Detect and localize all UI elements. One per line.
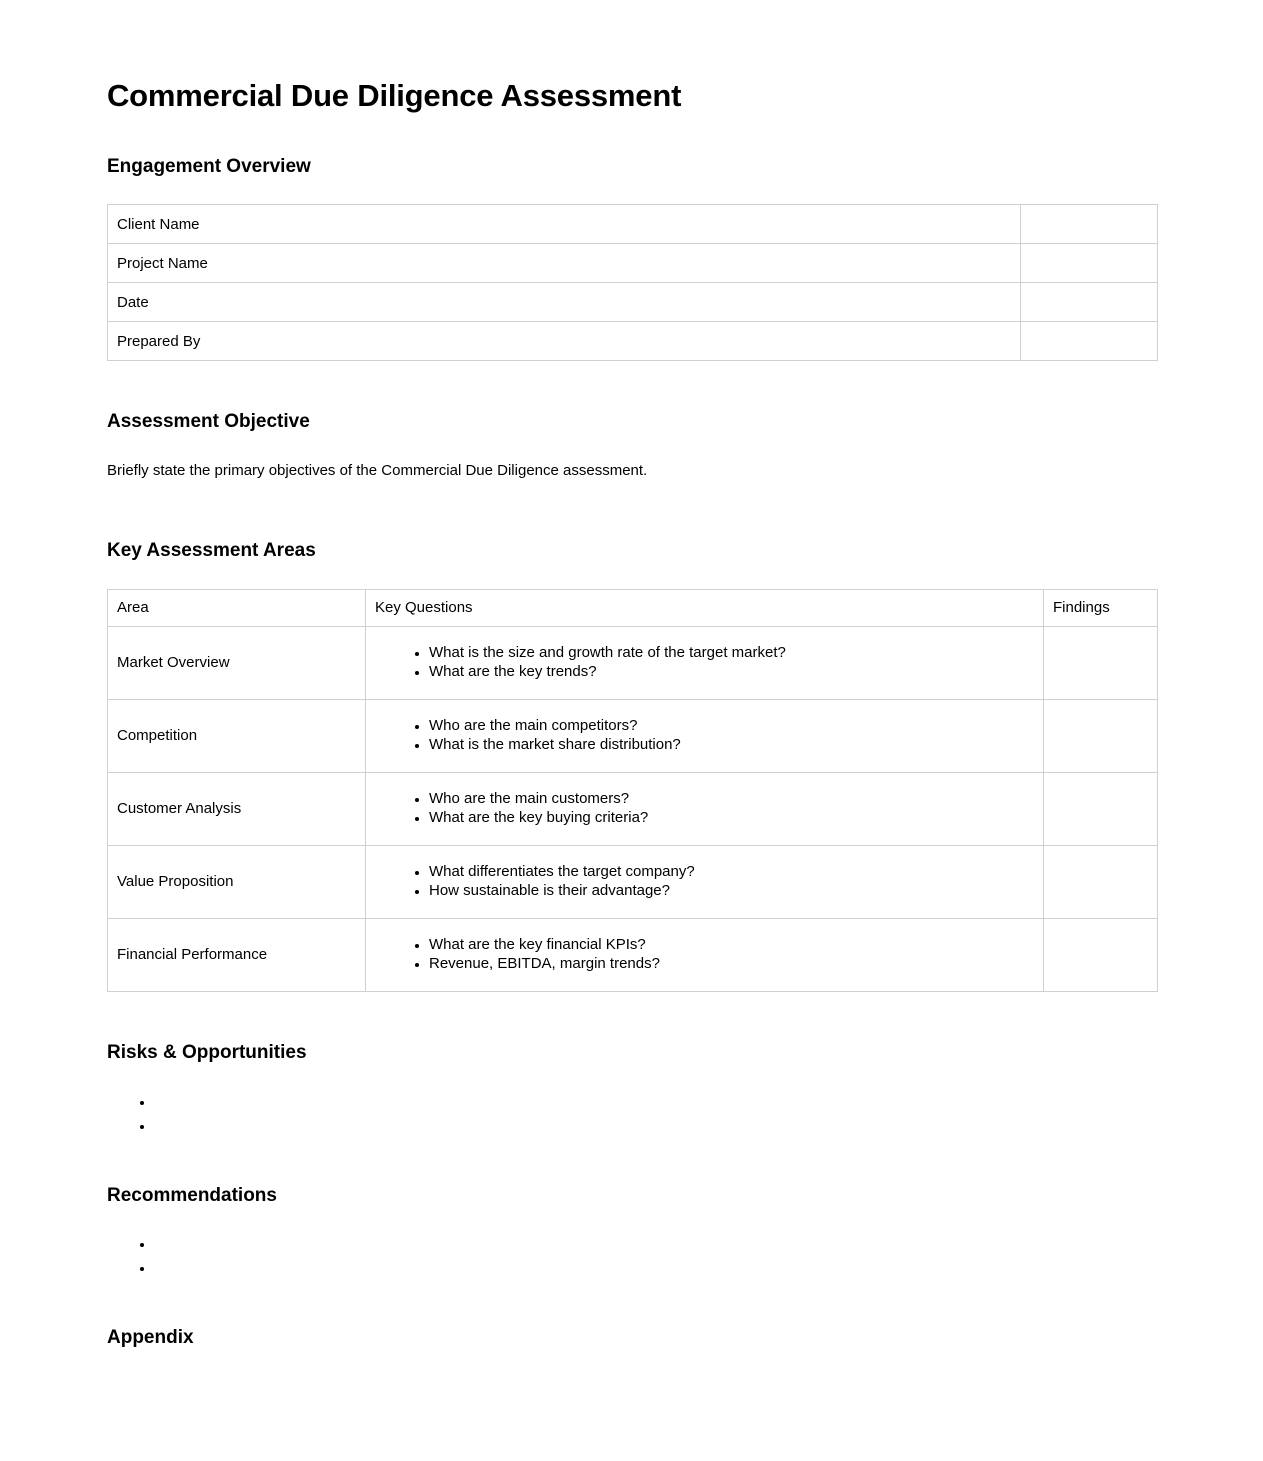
findings-cell-financial-performance[interactable]	[1044, 918, 1158, 991]
page-title: Commercial Due Diligence Assessment	[107, 78, 682, 113]
table-row	[108, 626, 1158, 699]
overview-label-client-name: Client Name	[108, 205, 1021, 244]
overview-value-prepared-by[interactable]	[1021, 322, 1158, 361]
spacer	[107, 1139, 1157, 1185]
list-item: • Revenue, EBITDA, margin trends?	[429, 955, 1043, 973]
column-header-area: Area	[108, 589, 366, 626]
question-list	[366, 936, 1043, 973]
overview-label-prepared-by: Prepared By	[108, 322, 1021, 361]
appendix-heading: Appendix	[107, 1327, 194, 1349]
assessment-objective-heading: Assessment Objective	[107, 411, 310, 433]
findings-cell-market-overview[interactable]	[1044, 626, 1158, 699]
findings-cell-competition[interactable]	[1044, 699, 1158, 772]
area-cell-value-proposition: Value Proposition	[108, 845, 366, 918]
section-recommendations	[107, 1185, 1157, 1282]
table-row	[108, 205, 1158, 244]
table-header-row	[108, 589, 1158, 626]
table-row	[108, 918, 1158, 991]
list-item[interactable]	[155, 1091, 1157, 1115]
area-cell-market-overview: Market Overview	[108, 626, 366, 699]
list-item[interactable]	[155, 1115, 1157, 1139]
spacer	[107, 361, 1157, 411]
question-list	[366, 863, 1043, 900]
list-item: • What are the key buying criteria?	[429, 809, 1043, 827]
list-item: • What are the key trends?	[429, 663, 1043, 681]
overview-value-project-name[interactable]	[1021, 244, 1158, 283]
area-cell-financial-performance: Financial Performance	[108, 918, 366, 991]
question-list	[366, 717, 1043, 754]
overview-label-project-name: Project Name	[108, 244, 1021, 283]
list-item: • What differentiates the target company?	[429, 863, 1043, 881]
table-row	[108, 283, 1158, 322]
list-item: • How sustainable is their advantage?	[429, 882, 1043, 900]
list-item: • What is the market share distribution?	[429, 736, 1043, 754]
spacer	[107, 1281, 1157, 1327]
overview-label-date: Date	[108, 283, 1021, 322]
table-row	[108, 845, 1158, 918]
list-item[interactable]	[155, 1233, 1157, 1257]
questions-cell-financial-performance	[366, 918, 1044, 991]
table-row	[108, 699, 1158, 772]
questions-cell-market-overview	[366, 626, 1044, 699]
assessment-objective-text: Briefly state the primary objectives of the Commercial Due Diligence assessment.	[107, 462, 648, 480]
engagement-overview-table	[107, 204, 1158, 361]
list-item: • What is the size and growth rate of the target market?	[429, 644, 1043, 662]
column-header-key-questions: Key Questions	[366, 589, 1044, 626]
question-list	[366, 644, 1043, 681]
list-item: • Who are the main customers?	[429, 790, 1043, 808]
spacer	[107, 482, 1157, 540]
risks-opportunities-list	[107, 1091, 1157, 1139]
recommendations-heading: Recommendations	[107, 1184, 277, 1206]
table-row	[108, 244, 1158, 283]
area-cell-customer-analysis: Customer Analysis	[108, 772, 366, 845]
findings-cell-value-proposition[interactable]	[1044, 845, 1158, 918]
area-cell-competition: Competition	[108, 699, 366, 772]
list-item[interactable]	[155, 1257, 1157, 1281]
recommendations-list	[107, 1233, 1157, 1281]
question-list	[366, 790, 1043, 827]
list-item: • What are the key financial KPIs?	[429, 936, 1043, 954]
risks-opportunities-heading: Risks & Opportunities	[107, 1041, 307, 1063]
spacer	[107, 992, 1157, 1042]
overview-value-date[interactable]	[1021, 283, 1158, 322]
section-appendix	[107, 1327, 1157, 1350]
section-assessment-objective	[107, 411, 1157, 482]
section-risks-opportunities	[107, 1042, 1157, 1139]
list-item: • Who are the main competitors?	[429, 717, 1043, 735]
column-header-findings: Findings	[1044, 589, 1158, 626]
key-assessment-areas-table	[107, 589, 1158, 992]
engagement-overview-heading: Engagement Overview	[107, 155, 311, 177]
table-row	[108, 772, 1158, 845]
section-key-assessment-areas	[107, 540, 1157, 992]
key-assessment-areas-heading: Key Assessment Areas	[107, 539, 316, 561]
table-row	[108, 322, 1158, 361]
questions-cell-value-proposition	[366, 845, 1044, 918]
overview-value-client-name[interactable]	[1021, 205, 1158, 244]
section-engagement-overview	[107, 156, 1157, 362]
questions-cell-customer-analysis	[366, 772, 1044, 845]
questions-cell-competition	[366, 699, 1044, 772]
findings-cell-customer-analysis[interactable]	[1044, 772, 1158, 845]
